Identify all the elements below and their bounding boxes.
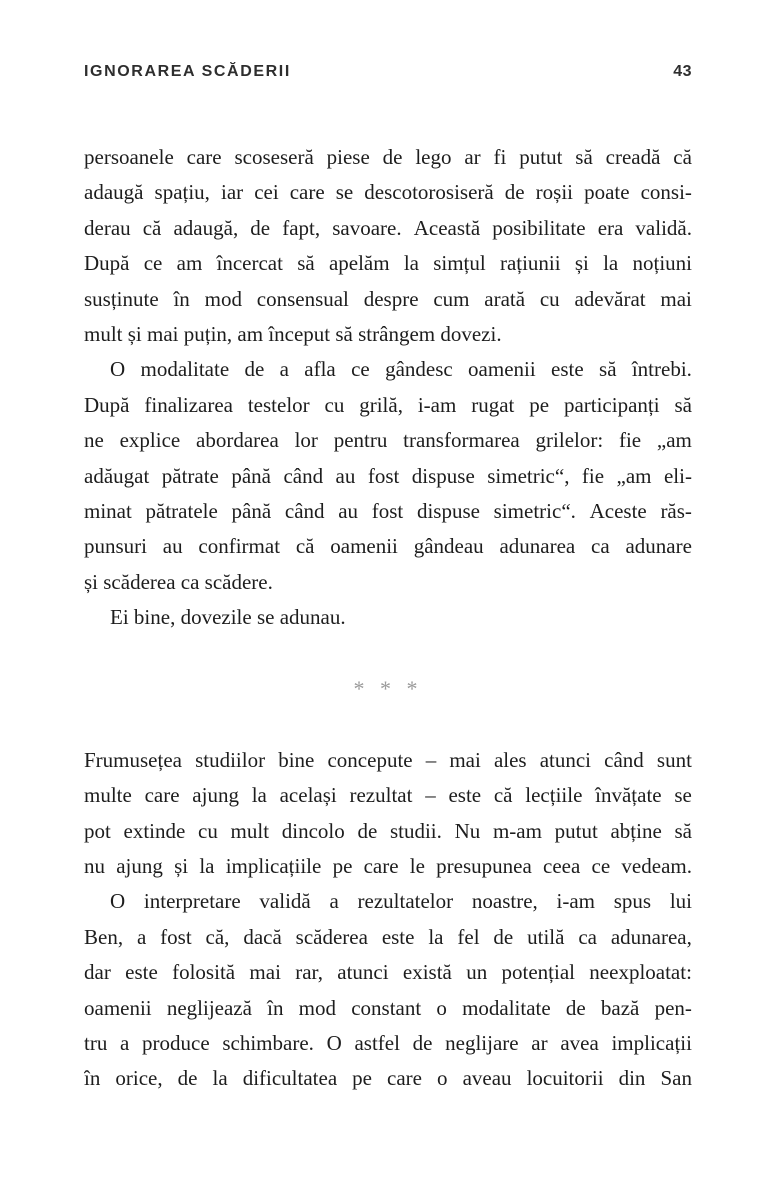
text-line: O modalitate de a afla ce gândesc oamenii este să întrebi.	[110, 357, 692, 382]
page-number: 43	[673, 63, 692, 80]
text-line: în orice, de la dificultatea pe care o aveau locuitorii din San	[84, 1066, 692, 1091]
text-line: După ce am încercat să apelăm la simțul rațiunii și la noțiuni	[84, 251, 692, 276]
text-line: derau că adaugă, de fapt, savoare. Această posibilitate era validă.	[84, 215, 692, 240]
text-line: multe care ajung la același rezultat – este că lecțiile învățate se	[84, 783, 692, 808]
running-header	[84, 62, 692, 82]
text-line: tru a produce schimbare. O astfel de neglijare ar avea implicații	[84, 1030, 692, 1055]
text-line: punsuri au confirmat că oamenii gândeau adunarea ca adunare	[84, 534, 692, 559]
text-line: adaugă spațiu, iar cei care se descotorosiseră de roșii poate consi-	[84, 180, 692, 205]
text-line: Frumusețea studiilor bine concepute – mai ales atunci când sunt	[84, 747, 692, 772]
text-line: susținute în mod consensual despre cum arată cu adevărat mai	[84, 286, 692, 311]
text-line: Ben, a fost că, dacă scăderea este la fel de utilă ca adunarea,	[84, 924, 692, 949]
text-line: minat pătratele până când au fost dispuse simetric“. Aceste răs-	[84, 498, 692, 523]
text-line: și scăderea ca scădere.	[84, 569, 273, 594]
text-line: Ei bine, dovezile se adunau.	[110, 605, 346, 630]
text-line: O interpretare validă a rezultatelor noastre, i-am spus lui	[110, 889, 692, 914]
text-line: pot extinde cu mult dincolo de studii. Nu m-am putut abține să	[84, 818, 692, 843]
text-line: persoanele care scoseseră piese de lego ar fi putut să creadă că	[84, 145, 692, 169]
body-text	[84, 140, 692, 1097]
text-line: mult și mai puțin, am început să strângem dovezi.	[84, 321, 502, 346]
section-break: * * *	[353, 676, 423, 702]
text-line: După finalizarea testelor cu grilă, i-am rugat pe participanți să	[84, 392, 692, 417]
text-line: nu ajung și la implicațiile pe care le presupunea ceea ce vedeam.	[84, 854, 692, 879]
text-line: ne explice abordarea lor pentru transformarea grilelor: fie „am	[84, 428, 692, 453]
text-line: adăugat pătrate până când au fost dispuse simetric“, fie „am eli-	[84, 463, 692, 488]
text-line: dar este folosită mai rar, atunci există un potențial neexploatat:	[84, 960, 692, 985]
text-line: oamenii neglijează în mod constant o modalitate de bază pen-	[84, 995, 692, 1020]
chapter-title: IGNORAREA SCĂDERII	[84, 63, 291, 80]
